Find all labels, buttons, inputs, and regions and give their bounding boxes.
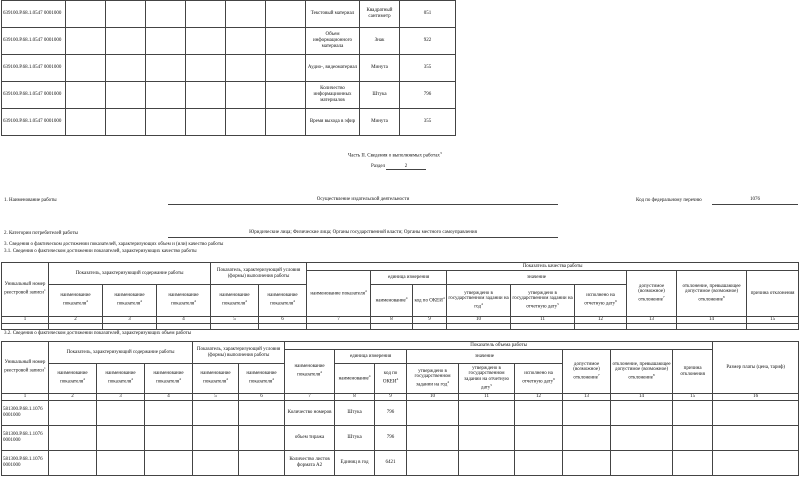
column-number: 3 xyxy=(103,317,157,324)
column-number: 8 xyxy=(335,394,375,401)
empty-cell xyxy=(563,425,611,450)
empty-cell xyxy=(713,400,799,425)
empty-cell xyxy=(106,28,146,55)
v-fee-header: Размер платы (цена, тариф) xyxy=(713,342,799,394)
empty-cell xyxy=(459,425,515,450)
column-number: 2 xyxy=(49,394,97,401)
table-row xyxy=(2,82,456,109)
column-number: 11 xyxy=(511,317,575,324)
q-exceed-header: отклонение, превышающее допустимое (возможное) отклонение$^8$ xyxy=(677,271,747,317)
empty-cell xyxy=(611,450,673,475)
empty-cell xyxy=(66,82,106,109)
empty-cell xyxy=(611,400,673,425)
empty-cell xyxy=(226,55,266,82)
empty-cell xyxy=(515,450,563,475)
empty-cell xyxy=(106,55,146,82)
column-number: 1 xyxy=(2,317,49,324)
column-number: 7 xyxy=(285,394,335,401)
row-unit: Штука xyxy=(335,400,375,425)
row-okei: 355 xyxy=(400,55,456,82)
q-quality-header: Показатель качества работы xyxy=(307,263,799,271)
category-label: 2. Категории потребителей работы xyxy=(4,231,78,236)
empty-cell xyxy=(239,425,285,450)
row-okei: 355 xyxy=(400,109,456,136)
empty-cell xyxy=(193,400,239,425)
v-content-header: Показатель, характеризующий содержание работы xyxy=(49,342,193,364)
empty-cell xyxy=(146,109,186,136)
column-number: 4 xyxy=(157,317,211,324)
empty-cell xyxy=(145,425,193,450)
info-3: 3. Сведения о фактическом достижении показателей, характеризующих объем и (или) качество работы xyxy=(4,242,224,247)
empty-cell xyxy=(49,400,97,425)
quality-table xyxy=(1,262,799,330)
volume-table xyxy=(1,341,799,476)
empty-cell xyxy=(226,28,266,55)
q-unit-header: единица измерения xyxy=(371,271,447,285)
empty-cell xyxy=(186,82,226,109)
empty-cell xyxy=(673,400,713,425)
empty-cell xyxy=(459,400,515,425)
q-allowed-header: допустимое (возможное) отклонение$^7$ xyxy=(627,271,677,317)
column-number: 16 xyxy=(713,394,799,401)
v-ind-name-4: наименование показателя$^4$ xyxy=(193,364,239,394)
column-number: 5 xyxy=(193,394,239,401)
row-code: 581300.Р.68.1.1076 0001000 xyxy=(2,450,49,475)
part-title: Часть II. Сведения о выполняемых работах$^3$ xyxy=(348,151,442,159)
row-okei: 051 xyxy=(400,1,456,28)
empty-cell xyxy=(563,450,611,475)
q-value-header: значение xyxy=(447,271,627,285)
column-number: 6 xyxy=(239,394,285,401)
empty-cell xyxy=(186,55,226,82)
v-reason-header: причина отклонения xyxy=(673,350,713,394)
column-number: 7 xyxy=(307,317,371,324)
empty-cell xyxy=(97,450,145,475)
empty-cell xyxy=(407,450,459,475)
v-exceed-header: отклонение, превышающее допустимое (возможное) отклонение$^8$ xyxy=(611,350,673,394)
v-ind-name-3: наименование показателя$^4$ xyxy=(145,364,193,394)
row-indicator-name: Количество номеров xyxy=(285,400,335,425)
q-unit-name-header: наименование$^4$ xyxy=(371,285,413,317)
v-unit-header: единица измерения xyxy=(335,350,407,364)
empty-cell xyxy=(66,55,106,82)
fed-list-label: Код по федеральному перечню xyxy=(636,198,702,203)
top-table xyxy=(1,0,456,136)
column-number: 14 xyxy=(677,317,747,324)
empty-cell xyxy=(673,425,713,450)
empty-cell xyxy=(146,28,186,55)
empty-cell xyxy=(407,400,459,425)
empty-cell xyxy=(713,425,799,450)
row-indicator-name: объем тиража xyxy=(285,425,335,450)
row-code: 581300.Р.68.1.1076 0001000 xyxy=(2,425,49,450)
empty-cell xyxy=(106,1,146,28)
row-unit: Знак xyxy=(360,28,400,55)
v-conditions-header: Показатель, характеризующий условия (формы) выполнения работы xyxy=(193,342,285,364)
row-okei: 796 xyxy=(400,82,456,109)
q-done-header: исполнено на отчетную дату$^6$ xyxy=(575,285,627,317)
column-number: 12 xyxy=(515,394,563,401)
column-number: 4 xyxy=(145,394,193,401)
v-okei-header: код по ОКЕИ$^4$ xyxy=(375,364,407,394)
work-name-line xyxy=(168,197,558,205)
empty-cell xyxy=(97,425,145,450)
row-unit: Минута xyxy=(360,109,400,136)
table-row xyxy=(2,450,799,475)
empty-cell xyxy=(97,400,145,425)
row-code: 639100.Р.68.1.0547 0001000 xyxy=(2,55,66,82)
q-approved-date-header: утверждено в государственном задании на отчетную дату$^5$ xyxy=(511,285,575,317)
column-number: 15 xyxy=(673,394,713,401)
table-row xyxy=(2,28,456,55)
row-okei: 796 xyxy=(375,400,407,425)
category-value: Юридические лица; Физические лица; Органы государственной власти; Органы местного самоуправления xyxy=(249,230,477,235)
empty-cell xyxy=(515,425,563,450)
empty-cell xyxy=(266,55,306,82)
column-number: 5 xyxy=(211,317,259,324)
empty-cell xyxy=(226,1,266,28)
row-okei: 796 xyxy=(375,425,407,450)
category-line xyxy=(168,230,558,238)
v-done-header: исполнено на отчетную дату$^6$ xyxy=(515,364,563,394)
empty-cell xyxy=(186,28,226,55)
v-allowed-header: допустимое (возможное) отклонение$^7$ xyxy=(563,350,611,394)
fed-list-value: 1076 xyxy=(750,197,760,202)
row-indicator-name: Время выхода в эфир xyxy=(306,109,360,136)
row-unit: Квадратный сантиметр xyxy=(360,1,400,28)
column-number: 2 xyxy=(49,317,103,324)
empty-cell xyxy=(266,109,306,136)
row-code: 581300.Р.68.1.1076 0001000 xyxy=(2,400,49,425)
column-number: 15 xyxy=(747,317,799,324)
column-number: 3 xyxy=(97,394,145,401)
row-unit: Минута xyxy=(360,55,400,82)
column-number: 12 xyxy=(575,317,627,324)
table-row xyxy=(2,109,456,136)
v-value-header: значение xyxy=(407,350,563,364)
v-ind-name-5: наименование показателя$^4$ xyxy=(239,364,285,394)
empty-cell xyxy=(186,1,226,28)
q-reason-header: причина отклонения xyxy=(747,271,799,317)
empty-cell xyxy=(226,82,266,109)
column-number: 13 xyxy=(627,317,677,324)
column-number: 14 xyxy=(611,394,673,401)
empty-cell xyxy=(146,1,186,28)
empty-cell xyxy=(239,400,285,425)
q-ind-name-4: наименование показателя$^4$ xyxy=(211,285,259,317)
table-row xyxy=(2,425,799,450)
row-code: 639100.Р.68.1.0547 0001000 xyxy=(2,82,66,109)
q-okei-header: код по ОКЕИ$^4$ xyxy=(413,285,447,317)
q-indicator-name-header: наименование показателя$^4$ xyxy=(307,271,371,317)
empty-cell xyxy=(563,400,611,425)
empty-cell xyxy=(146,82,186,109)
empty-cell xyxy=(66,1,106,28)
empty-cell xyxy=(66,28,106,55)
empty-cell xyxy=(713,450,799,475)
work-name-label: 1. Наименование работы xyxy=(4,198,57,203)
q-approved-year-header: утверждено в государственном задании на год$^4$ xyxy=(447,285,511,317)
column-number: 8 xyxy=(371,317,413,324)
q-conditions-header: Показатель, характеризующий условия (формы) выполнения работы xyxy=(211,263,307,285)
column-number: 6 xyxy=(259,317,307,324)
v-indicator-name-header: наименование показателя$^4$ xyxy=(285,350,335,394)
v-unique-header: Уникальный номер реестровой записи$^1$ xyxy=(2,342,49,394)
v-approved-year-header: утверждено в государственном задании на год$^4$ xyxy=(407,364,459,394)
q-unique-header: Уникальный номер реестровой записи$^1$ xyxy=(2,263,49,317)
column-number: 10 xyxy=(407,394,459,401)
row-unit: Единиц в год xyxy=(335,450,375,475)
empty-cell xyxy=(459,450,515,475)
empty-cell xyxy=(106,82,146,109)
row-indicator-name: Текстовый материал xyxy=(306,1,360,28)
empty-cell xyxy=(49,450,97,475)
empty-cell xyxy=(193,450,239,475)
empty-cell xyxy=(266,28,306,55)
q-ind-name-3: наименование показателя$^4$ xyxy=(157,285,211,317)
fed-list-box xyxy=(712,197,798,205)
row-code: 639100.Р.68.1.0547 0001000 xyxy=(2,1,66,28)
v-unit-name-header: наименование$^4$ xyxy=(335,364,375,394)
table-row xyxy=(2,55,456,82)
section-label: Раздел xyxy=(371,164,386,169)
empty-cell xyxy=(266,1,306,28)
row-indicator-name: Аудио-, видеоматериал xyxy=(306,55,360,82)
empty-cell xyxy=(611,425,673,450)
info-3-2: 3.2. Сведения о фактическом достижении показателей, характеризующих объем работы xyxy=(4,331,192,336)
empty-cell xyxy=(193,425,239,450)
section-number: 2 xyxy=(386,164,426,170)
empty-cell xyxy=(146,55,186,82)
empty-cell xyxy=(673,450,713,475)
empty-cell xyxy=(266,82,306,109)
q-ind-name-5: наименование показателя$^4$ xyxy=(259,285,307,317)
row-unit: Штука xyxy=(360,82,400,109)
work-name-value: Осуществление издательской деятельности xyxy=(316,197,410,202)
empty-cell xyxy=(66,109,106,136)
v-approved-date-header: утверждено в государственном задании на отчетную дату$^5$ xyxy=(459,364,515,394)
row-code: 639100.Р.68.1.0547 0001000 xyxy=(2,28,66,55)
table-row xyxy=(2,1,456,28)
table-row xyxy=(2,400,799,425)
empty-cell xyxy=(186,109,226,136)
q-empty-cell xyxy=(2,323,49,329)
column-number: 13 xyxy=(563,394,611,401)
info-3-1: 3.1. Сведения о фактическом достижении показателей, характеризующих качество работы xyxy=(4,249,197,254)
row-indicator-name: Количество информационных материалов xyxy=(306,82,360,109)
row-unit: Штука xyxy=(335,425,375,450)
row-okei: 6421 xyxy=(375,450,407,475)
row-code: 639100.Р.68.1.0547 0001000 xyxy=(2,109,66,136)
empty-cell xyxy=(145,450,193,475)
v-ind-name-2: наименование показателя$^4$ xyxy=(97,364,145,394)
row-indicator-name: Объем информационного материала xyxy=(306,28,360,55)
q-ind-name-1: наименование показателя$^4$ xyxy=(49,285,103,317)
empty-cell xyxy=(515,400,563,425)
q-content-header: Показатель, характеризующий содержание работы xyxy=(49,263,211,285)
empty-cell xyxy=(226,109,266,136)
column-number: 10 xyxy=(447,317,511,324)
v-volume-header: Показатель объема работы xyxy=(285,342,713,350)
column-number: 11 xyxy=(459,394,515,401)
column-number: 9 xyxy=(375,394,407,401)
q-ind-name-2: наименование показателя$^4$ xyxy=(103,285,157,317)
row-okei: 922 xyxy=(400,28,456,55)
v-ind-name-1: наименование показателя$^4$ xyxy=(49,364,97,394)
row-indicator-name: Количество листов формата А2 xyxy=(285,450,335,475)
empty-cell xyxy=(239,450,285,475)
empty-cell xyxy=(49,425,97,450)
empty-cell xyxy=(407,425,459,450)
column-number: 9 xyxy=(413,317,447,324)
column-number: 1 xyxy=(2,394,49,401)
empty-cell xyxy=(106,109,146,136)
empty-cell xyxy=(145,400,193,425)
